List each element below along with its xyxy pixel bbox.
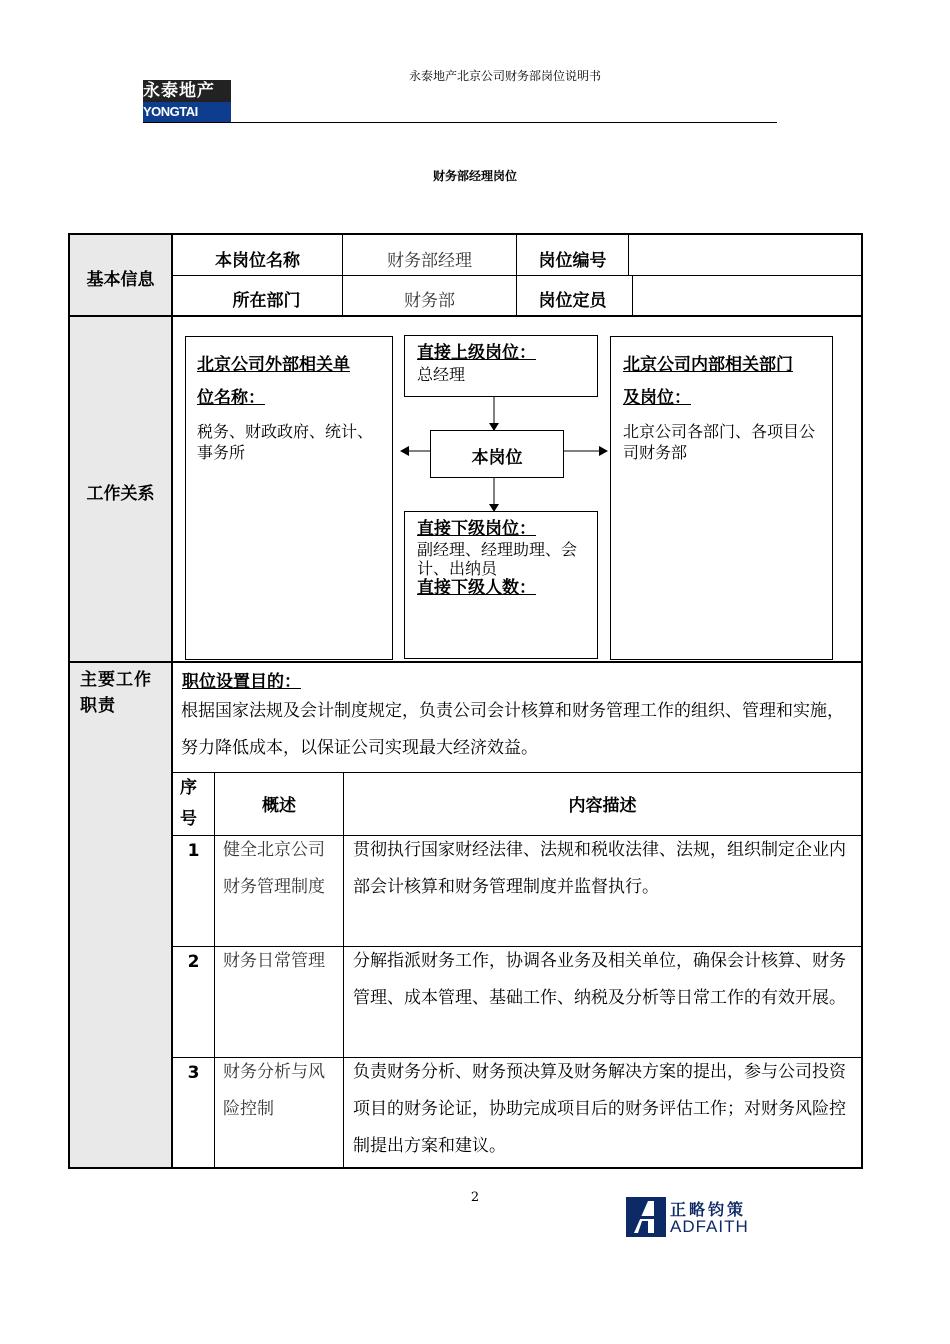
divider [70, 661, 861, 663]
column-header-number: 序号 [180, 778, 197, 829]
company-logo [143, 80, 231, 122]
position-name-value: 财务部经理 [387, 251, 472, 271]
header-title: 永泰地产北京公司财务部岗位说明书 [408, 69, 601, 83]
adfaith-en-text: ADFAITH [670, 1217, 749, 1236]
logo-en-text: YONGTAI [143, 102, 231, 122]
logo-cn-text: 永泰地产 [143, 80, 231, 102]
purpose-text: 根据国家法规及会计制度规定，负责公司会计核算和财务管理工作的组织、管理和实施，努力降低成本，以保证公司实现最大经济效益。 [181, 701, 844, 758]
adfaith-cn-text: 正略钧策 [670, 1200, 747, 1219]
column-header-summary: 概述 [262, 796, 296, 816]
divider [173, 772, 861, 773]
row-number: 1 [187, 841, 200, 861]
row-number: 3 [187, 1063, 200, 1083]
internal-departments-title: 北京公司内部相关部门 [623, 355, 793, 375]
divider [343, 772, 344, 1167]
position-code-label: 岗位编号 [538, 251, 607, 271]
row-description: 分解指派财务工作，协调各业务及相关单位，确保会计核算、财务管理、成本管理、基础工作、纳税及分析等日常工作的有效开展。 [353, 951, 846, 1008]
section-label-work-relations: 工作关系 [86, 484, 155, 504]
external-units-title-cont: 位名称： [197, 388, 265, 408]
divider [214, 772, 215, 1167]
header-divider [143, 122, 777, 123]
row-summary: 财务分析与风险控制 [223, 1062, 325, 1119]
column-header-description: 内容描述 [568, 796, 637, 816]
subordinate-count-label: 直接下级人数： [417, 578, 536, 598]
row-summary: 健全北京公司财务管理制度 [223, 840, 325, 897]
superior-value: 总经理 [417, 365, 466, 384]
purpose-label: 职位设置目的： [182, 672, 301, 692]
relationship-arrows [70, 235, 861, 661]
subordinate-list: 副经理、经理助理、会计、出纳员 [417, 540, 578, 578]
headcount-label: 岗位定员 [538, 291, 607, 311]
internal-departments-title-cont: 及岗位： [623, 388, 691, 408]
position-name-label: 本岗位名称 [215, 251, 300, 271]
superior-title: 直接上级岗位： [417, 343, 536, 363]
department-value: 财务部 [404, 291, 455, 311]
section-label-basic-info: 基本信息 [86, 270, 155, 290]
page-title: 财务部经理岗位 [432, 169, 517, 183]
department-label: 所在部门 [232, 291, 301, 311]
external-units-list: 税务、财政政府、统计、事务所 [197, 422, 374, 462]
current-position-label: 本岗位 [471, 448, 523, 468]
subordinate-title: 直接下级岗位： [417, 519, 536, 539]
external-units-title: 北京公司外部相关单 [197, 355, 350, 375]
internal-departments-list: 北京公司各部门、各项目公司财务部 [623, 422, 816, 462]
row-number: 2 [187, 952, 200, 972]
page-number: 2 [470, 1190, 480, 1205]
row-summary: 财务日常管理 [223, 951, 325, 971]
adfaith-mark-icon [626, 1197, 666, 1239]
row-description: 贯彻执行国家财经法律、法规和税收法律、法规，组织制定企业内部会计核算和财务管理制度并监督执行。 [353, 840, 846, 897]
adfaith-logo [626, 1195, 756, 1239]
section-label-responsibilities: 主要工作职责 [80, 670, 152, 716]
row-description: 负责财务分析、财务预决算及财务解决方案的提出，参与公司投资项目的财务论证，协助完成项目后的财务评估工作；对财务风险控制提出方案和建议。 [353, 1062, 846, 1156]
job-description-table [68, 233, 863, 1169]
